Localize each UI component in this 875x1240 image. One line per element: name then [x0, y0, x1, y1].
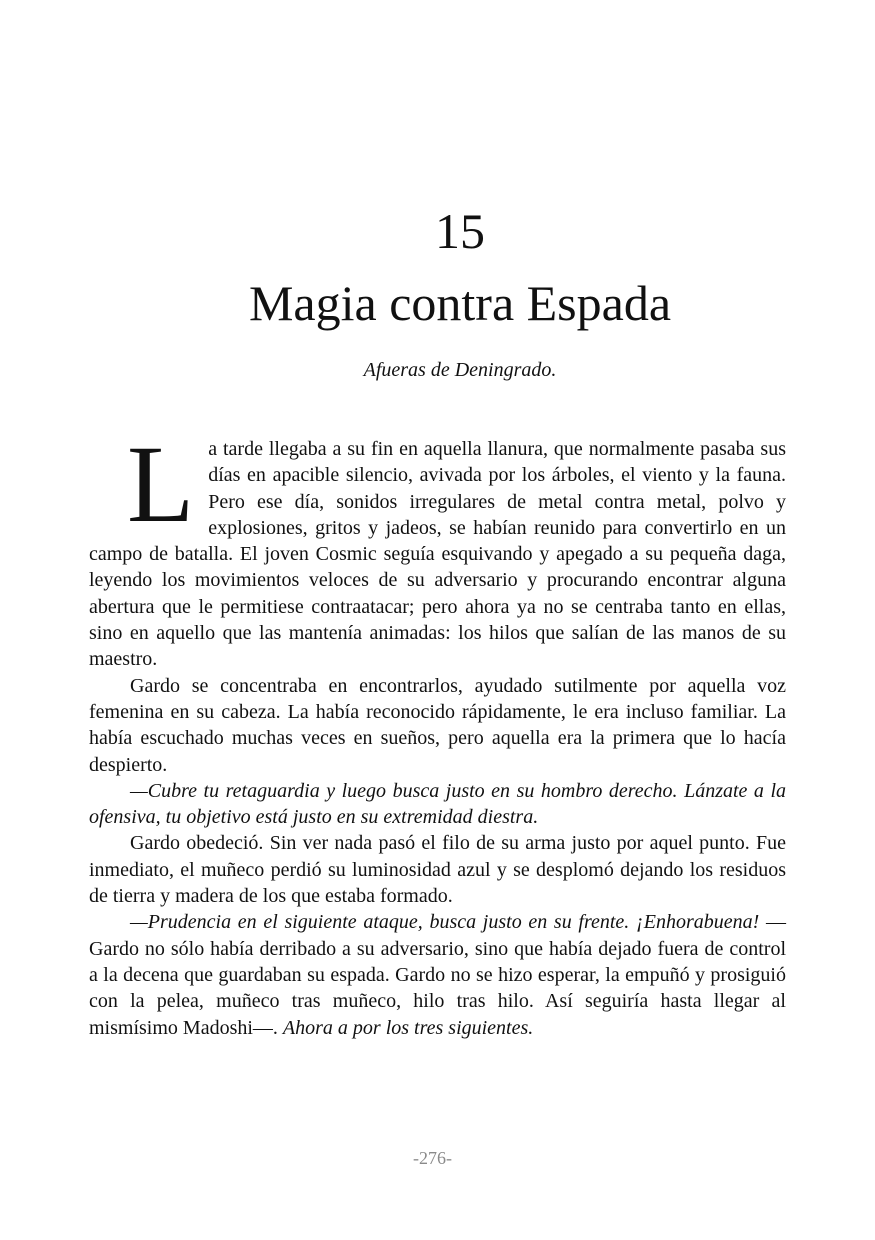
chapter-title: Magia contra Espada	[248, 275, 672, 331]
page-number: -276-	[413, 1148, 452, 1168]
paragraph-5-dialogue-end: Ahora a por los tres siguientes.	[282, 1016, 534, 1039]
paragraph-3-dialogue: —Cubre tu retaguardia y luego busca justo en su hombro derecho. Lánzate a la ofensiva, tu objetivo está justo en su extremidad diestra.	[89, 779, 786, 829]
paragraph-1-text: a tarde llegaba a su fin en aquella llanura, que normalmente pasaba sus días en apacible silencio, avivada por los árboles, el viento y la fauna. Pero ese día, sonidos irregulares de metal contra metal, polvo y explosiones, gritos y jadeos, se habían reunido para convertirlo en un campo de batalla. El joven Cosmic seguía esquivando y apegado a su pequeña daga, leyendo los movimientos veloces de su adversario y procurando encontrar alguna abertura que le permitiese contraatacar; pero ahora ya no se centraba tanto en ellas, sino en aquello que las mantenía animadas: los hilos que salían de las manos de su maestro.	[89, 438, 786, 671]
paragraph-1	[89, 423, 786, 673]
drop-cap: L	[127, 423, 195, 545]
paragraph-4: Gardo obedeció. Sin ver nada pasó el filo de su arma justo por aquel punto. Fue inmediato, el muñeco perdió su luminosidad azul y se desplomó dejando los residuos de tierra y madera de los que estaba formado.	[89, 832, 786, 908]
paragraph-2: Gardo se concentraba en encontrarlos, ayudado sutilmente por aquella voz femenina en su cabeza. La había reconocido rápidamente, le era incluso familiar. La había escuchado muchas veces en sueños, pero aquella era la primera que lo hacía despierto.	[89, 674, 786, 776]
chapter-location: Afueras de Deningrado.	[363, 359, 557, 381]
chapter-number: 15	[435, 203, 485, 259]
paragraph-5-dialogue: —Prudencia en el siguiente ataque, busca justo en su frente. ¡Enhorabuena!	[130, 911, 760, 934]
paragraph-5	[89, 909, 786, 1040]
paragraph-5-narration: —Gardo no sólo había derribado a su adversario, sino que había dejado fuera de control a la decena que guardaban su espada. Gardo no se hizo esperar, la empuñó y prosiguió con la pelea, muñeco tras muñeco, hilo tras hilo. Así seguiría hasta llegar al mismísimo Madoshi—.	[89, 911, 786, 1039]
chapter-body	[89, 423, 786, 1041]
